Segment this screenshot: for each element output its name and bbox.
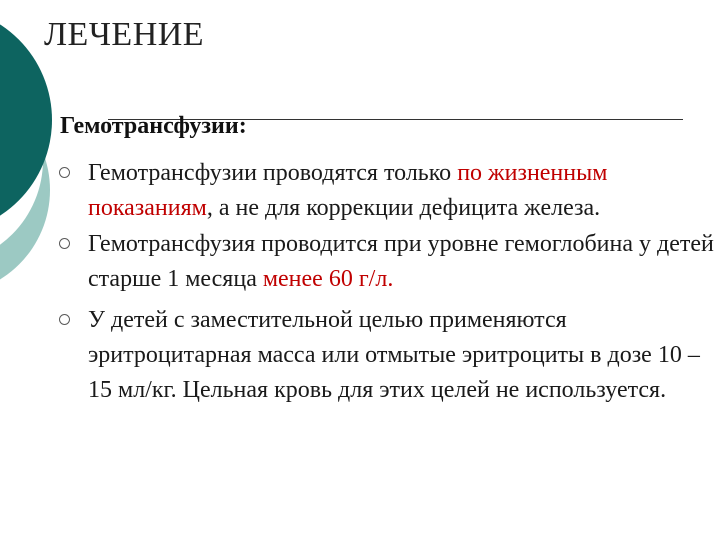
- list-item: [54, 156, 714, 226]
- bullet-list: [54, 156, 714, 408]
- list-item: [54, 303, 714, 408]
- list-item: [54, 227, 714, 297]
- item-text: Гемотрансфузии проводятся только: [88, 160, 458, 186]
- subheading: Гемотрансфузии:: [60, 113, 247, 139]
- hollow-circle-bullet-icon: [59, 238, 70, 249]
- slide-title: ЛЕЧЕНИЕ: [44, 16, 205, 53]
- item-text: У детей с заместительной целью применяются эритроцитарная масса или отмытые эритроциты в дозе 10 – 15 мл/кг. Цельная кровь для этих целей не используется.: [88, 307, 700, 403]
- item-text: Гемотрансфузия проводится при уровне гемоглобина у детей старше 1 месяца: [88, 231, 714, 292]
- item-highlight: по жизненным показаниям: [88, 160, 608, 221]
- hollow-circle-bullet-icon: [59, 167, 70, 178]
- hollow-circle-bullet-icon: [59, 314, 70, 325]
- item-highlight: менее 60 г/л.: [262, 266, 394, 292]
- item-text-end: , а не для коррекции дефицита железа.: [206, 195, 601, 221]
